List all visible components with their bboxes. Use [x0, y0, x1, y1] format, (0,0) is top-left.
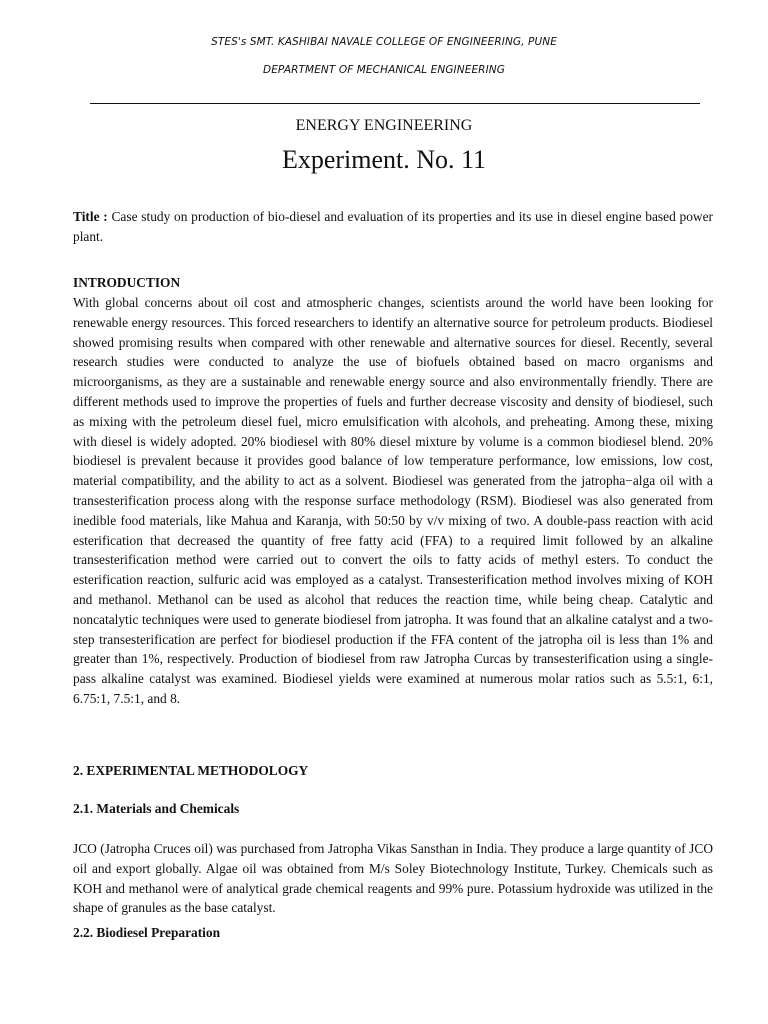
- section-2-2-heading: 2.2. Biodiesel Preparation: [73, 925, 221, 940]
- section-2-1-heading: 2.1. Materials and Chemicals: [73, 801, 240, 816]
- header-rule: [90, 103, 700, 104]
- title-paragraph: [73, 207, 713, 247]
- introduction-paragraph: With global concerns about oil cost and atmospheric changes, scientists around the world have been looking for renewable energy resources. This forced researchers to identify an alternative source for petroleum products. Biodiesel showed promising results when compared with other renewable and alternative sources for diesel. Recently, several research studies were conducted to analyze the use of biofuels obtained based on macro organisms and microorganisms, as they are a sustainable and renewable energy source and also environmentally friendly. There are different methods used to improve the properties of fuels and further decrease viscosity and density of biodiesel, such as mixing with the petroleum diesel fuel, micro emulsification with alcohols, and preheating. Among these, mixing with diesel is widely adopted. 20% biodiesel with 80% diesel mixture by volume is a common biodiesel blend. 20% biodiesel is prevalent because it provides good balance of low temperature performance, low emissions, low cost, material compatibility, and the ability to act as a solvent. Biodiesel was generated from the jatropha−alga oil with a transesterification process along with the response surface methodology (RSM). Biodiesel was also generated from inedible food materials, like Mahua and Karanja, with 50:50 by v/v mixing of two. A double-pass reaction with acid esterification that decreased the quantity of free fatty acid (FFA) to a required limit followed by an alkaline transesterification method were carried out to convert the oils to fatty acids of methyl esters. To conduct the esterification reaction, sulfuric acid was employed as a catalyst. Transesterification method involves mixing of KOH and methanol. Methanol can be used as alcohol that reduces the reaction time, while being cheap. Catalytic and noncatalytic techniques were used to generate biodiesel from jatropha. It was found that an alkaline catalyst and a two-step transesterification are perfect for biodiesel production if the FFA content of the jatropha oil is less than 1% and greater than 1%, respectively. Production of biodiesel from raw Jatropha Curcas by transesterification using a single-pass alkaline catalyst was examined. Biodiesel yields were examined at numerous molar ratios such as 5.5:1, 6:1, 6.75:1, 7.5:1, and 8.: [73, 295, 713, 706]
- introduction-heading: INTRODUCTION: [73, 275, 181, 290]
- department-header: DEPARTMENT OF MECHANICAL ENGINEERING: [263, 64, 505, 76]
- experiment-title: Experiment. No. 11: [281, 145, 487, 174]
- section-2-heading: 2. EXPERIMENTAL METHODOLOGY: [73, 763, 309, 778]
- title-text: Case study on production of bio-diesel and evaluation of its properties and its use in diesel engine based power plant.: [73, 209, 713, 244]
- college-header: STES's SMT. KASHIBAI NAVALE COLLEGE OF ENGINEERING, PUNE: [211, 36, 557, 48]
- section-2-1-paragraph: JCO (Jatropha Cruces oil) was purchased from Jatropha Vikas Sansthan in India. They produce a large quantity of JCO oil and export globally. Algae oil was obtained from M/s Soley Biotechnology Institute, Turkey. Chemicals such as KOH and methanol were of analytical grade chemical reagents and 99% pure. Potassium hydroxide was utilized in the shape of granules as the base catalyst.: [73, 841, 713, 916]
- title-label: Title :: [73, 209, 108, 224]
- subject-title: ENERGY ENGINEERING: [295, 117, 473, 134]
